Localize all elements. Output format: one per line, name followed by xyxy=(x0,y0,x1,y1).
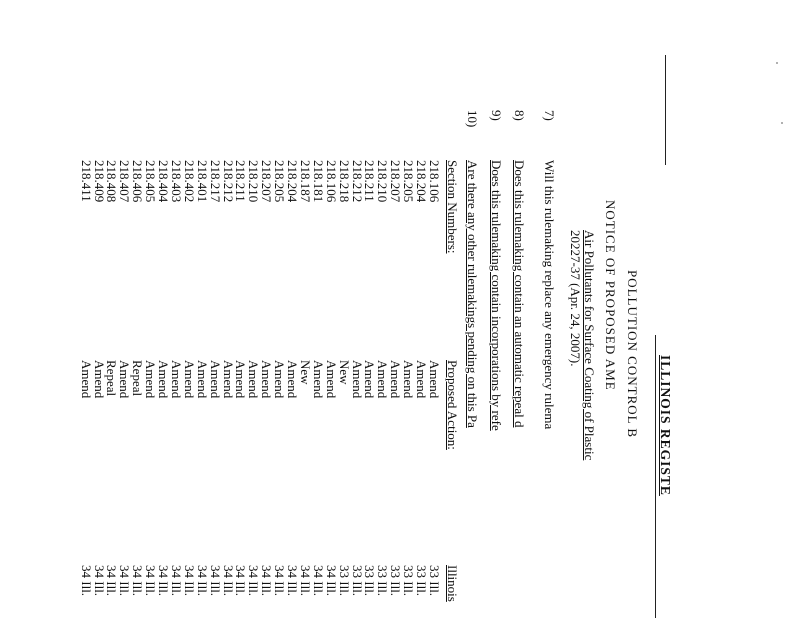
intro-line-2: 20227-37 (Apr. 24, 2007). xyxy=(568,230,583,367)
row-source: 34 Ill. xyxy=(285,565,301,597)
row-source: 34 Ill. xyxy=(117,565,133,597)
row-section-number: 218.106 xyxy=(427,160,442,203)
notice-title: NOTICE OF PROPOSED AME xyxy=(603,200,618,391)
row-section-number: 218.187 xyxy=(298,160,313,203)
row-source: 34 Ill. xyxy=(323,565,339,597)
row-section-number: 218.207 xyxy=(259,160,275,203)
question-text: Does this rulemaking contain incorporations by refe xyxy=(489,160,504,431)
row-section-number: 218.408 xyxy=(104,160,120,203)
row-section-number: 218.211 xyxy=(233,160,249,202)
row-source: 34 Ill. xyxy=(194,565,210,597)
row-section-number: 218.401 xyxy=(194,160,210,203)
row-proposed-action: Amend xyxy=(388,360,404,399)
row-proposed-action: Amend xyxy=(220,360,236,399)
row-source: 34 Ill. xyxy=(310,565,326,597)
row-proposed-action: Amend xyxy=(375,360,391,399)
section-numbers-header: Section Numbers: xyxy=(445,160,460,254)
row-source: 33 Ill. xyxy=(362,565,378,597)
row-proposed-action: Amend xyxy=(169,360,184,399)
row-source: 33 Ill. xyxy=(414,565,430,597)
row-section-number: 218.411 xyxy=(78,160,94,202)
row-section-number: 218.409 xyxy=(91,160,107,203)
header-left-rule xyxy=(665,55,666,165)
row-proposed-action: Amend xyxy=(285,360,301,399)
header-right-rule xyxy=(655,335,656,618)
row-section-number: 218.402 xyxy=(181,160,197,203)
row-proposed-action: Amend xyxy=(78,360,94,399)
row-proposed-action: Amend xyxy=(233,360,249,399)
question-number: 10) xyxy=(465,110,480,128)
register-title: ILLINOIS REGISTE xyxy=(658,355,673,496)
row-source: 34 Ill. xyxy=(104,565,120,597)
row-source: 34 Ill. xyxy=(156,565,172,597)
row-source: 34 Ill. xyxy=(246,565,262,597)
row-proposed-action: Amend xyxy=(117,360,133,399)
row-section-number: 218.210 xyxy=(375,160,391,203)
row-section-number: 218.403 xyxy=(169,160,184,203)
row-source: 33 Ill. xyxy=(427,565,442,597)
row-section-number: 218.218 xyxy=(336,160,352,203)
row-source: 34 Ill. xyxy=(91,565,107,597)
question-number: 8) xyxy=(512,110,527,121)
row-proposed-action: Amend xyxy=(427,360,442,399)
row-source: 33 Ill. xyxy=(388,565,404,597)
question-text: Does this rulemaking contain an automatic repeal d xyxy=(512,160,527,428)
row-section-number: 218.205 xyxy=(272,160,288,203)
row-proposed-action: Amend xyxy=(207,360,223,399)
row-section-number: 218.204 xyxy=(285,160,301,203)
row-source: 34 Ill. xyxy=(233,565,249,597)
row-proposed-action: Amend xyxy=(310,360,326,399)
row-proposed-action: New xyxy=(336,360,352,385)
intro-line-1: Air Pollutants for Surface Coating of Plastic xyxy=(582,230,597,461)
row-proposed-action: Repeal xyxy=(104,360,120,397)
row-proposed-action: Amend xyxy=(349,360,365,399)
row-source: 34 Ill. xyxy=(207,565,223,597)
rotated-document xyxy=(80,0,720,618)
row-section-number: 218.211 xyxy=(362,160,378,202)
row-proposed-action: Amend xyxy=(323,360,339,399)
row-source: 33 Ill. xyxy=(349,565,365,597)
row-source: 34 Ill. xyxy=(169,565,184,597)
row-section-number: 218.205 xyxy=(401,160,417,203)
question-number: 7) xyxy=(542,110,557,121)
row-proposed-action: Amend xyxy=(246,360,262,399)
question-text: Are there any other rulemakings pending on this Pa xyxy=(465,160,480,428)
row-source: 34 Ill. xyxy=(298,565,313,597)
row-section-number: 218.217 xyxy=(207,160,223,203)
question-number: 9) xyxy=(489,110,504,121)
row-section-number: 218.212 xyxy=(220,160,236,203)
row-section-number: 218.406 xyxy=(130,160,146,203)
source-header: Illinois xyxy=(445,565,460,602)
question-text: Will this rulemaking replace any emergency rulema xyxy=(542,160,557,430)
scan-speck xyxy=(776,62,778,64)
row-proposed-action: Amend xyxy=(401,360,417,399)
row-section-number: 218.210 xyxy=(246,160,262,203)
row-proposed-action: Amend xyxy=(194,360,210,399)
row-proposed-action: Amend xyxy=(414,360,430,399)
row-section-number: 218.181 xyxy=(310,160,326,203)
row-section-number: 218.204 xyxy=(414,160,430,203)
row-source: 33 Ill. xyxy=(375,565,391,597)
row-proposed-action: Amend xyxy=(91,360,107,399)
row-section-number: 218.407 xyxy=(117,160,133,203)
scan-speck xyxy=(781,122,783,124)
row-proposed-action: Amend xyxy=(272,360,288,399)
agency-name: POLLUTION CONTROL B xyxy=(625,270,640,439)
row-source: 33 Ill. xyxy=(401,565,417,597)
row-source: 34 Ill. xyxy=(181,565,197,597)
row-proposed-action: Amend xyxy=(156,360,172,399)
row-source: 34 Ill. xyxy=(143,565,159,597)
row-section-number: 218.212 xyxy=(349,160,365,203)
row-source: 34 Ill. xyxy=(259,565,275,597)
row-proposed-action: Amend xyxy=(362,360,378,399)
row-proposed-action: New xyxy=(298,360,313,385)
row-proposed-action: Amend xyxy=(181,360,197,399)
row-source: 34 Ill. xyxy=(130,565,146,597)
row-source: 34 Ill. xyxy=(78,565,94,597)
row-section-number: 218.106 xyxy=(323,160,339,203)
row-proposed-action: Amend xyxy=(259,360,275,399)
row-section-number: 218.207 xyxy=(388,160,404,203)
row-proposed-action: Repeal xyxy=(130,360,146,397)
row-section-number: 218.405 xyxy=(143,160,159,203)
row-proposed-action: Amend xyxy=(143,360,159,399)
row-source: 34 Ill. xyxy=(220,565,236,597)
row-section-number: 218.404 xyxy=(156,160,172,203)
proposed-action-header: Proposed Action: xyxy=(445,360,460,450)
row-source: 33 Ill. xyxy=(336,565,352,597)
row-source: 34 Ill. xyxy=(272,565,288,597)
